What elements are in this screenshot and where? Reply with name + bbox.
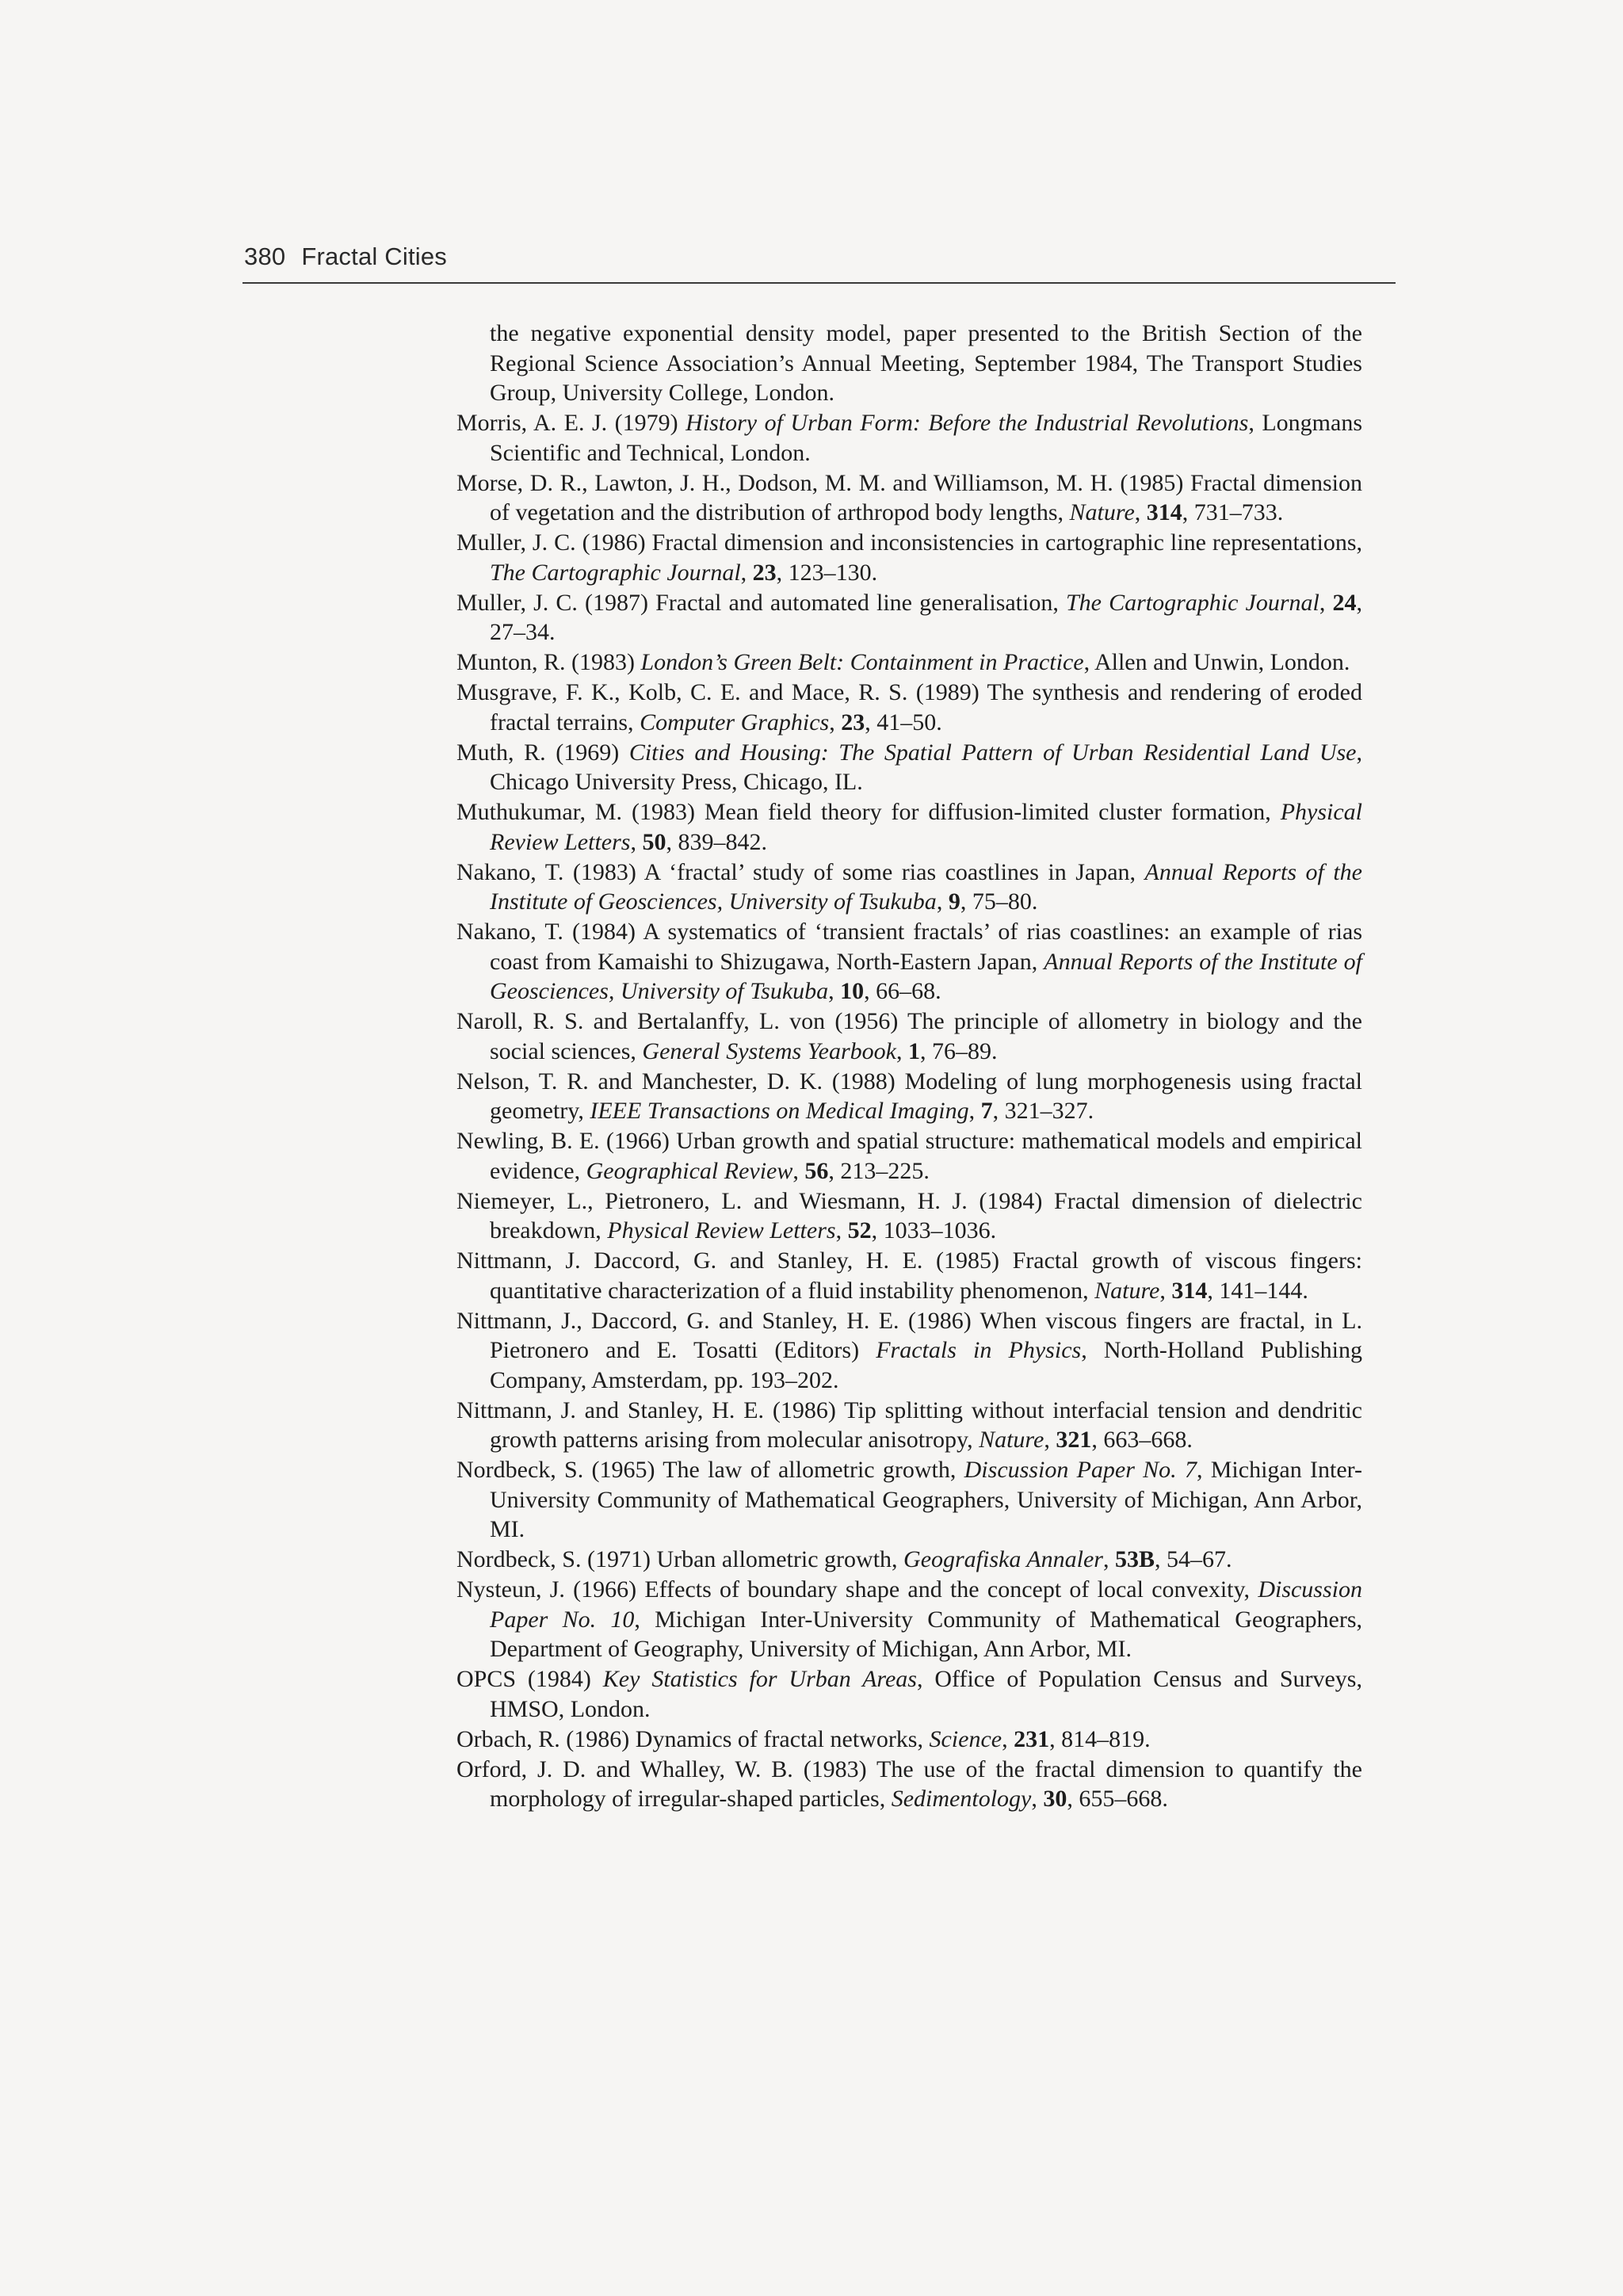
reference-entry: [456, 468, 1362, 528]
running-title: Fractal Cities: [301, 243, 447, 270]
reference-entry: [456, 797, 1362, 857]
reference-text: Musgrave, F. K., Kolb, C. E. and Mace, R. S. (1989) The synthesis and rendering of eroded fractal terrains,: [456, 679, 1362, 735]
reference-text: , 321–327.: [992, 1098, 1094, 1124]
reference-text: ,: [740, 559, 753, 586]
reference-text: Newling, B. E. (1966) Urban growth and spatial structure: mathematical models and empirical evidence,: [456, 1128, 1362, 1184]
reference-title: Physical Review Letters: [490, 799, 1362, 855]
reference-text: , Longmans Scientific and Technical, London.: [490, 410, 1362, 466]
reference-entry: [456, 738, 1362, 797]
reference-text: Muthukumar, M. (1983) Mean field theory for diffusion-limited cluster formation,: [456, 799, 1281, 825]
reference-title: Nature: [1094, 1277, 1160, 1304]
reference-text: Nysteun, J. (1966) Effects of boundary shape and the concept of local convexity,: [456, 1576, 1258, 1603]
reference-entry: [456, 678, 1362, 737]
reference-entry: [456, 588, 1362, 648]
reference-entry: [456, 648, 1362, 678]
reference-text: , 839–842.: [666, 828, 767, 855]
reference-text: ,: [835, 1217, 848, 1244]
reference-title: London’s Green Belt: Containment in Practice: [640, 649, 1084, 675]
reference-volume: 231: [1014, 1725, 1050, 1752]
reference-text: Nakano, T. (1984) A systematics of ‘transient fractals’ of rias coastlines: an example of rias coast from Kamaishi to Shizugawa, North-Eastern Japan,: [456, 919, 1362, 975]
reference-text: , Michigan Inter-University Community of Mathematical Geographers, University of Michigan, Ann Arbor, MI.: [490, 1457, 1363, 1542]
reference-entry: [456, 858, 1362, 917]
running-head: [244, 243, 447, 271]
reference-title: Annual Reports of the Institute of Geosciences, University of Tsukuba: [490, 948, 1362, 1004]
reference-text: Naroll, R. S. and Bertalanffy, L. von (1956) The principle of allometry in biology and the social sciences,: [456, 1008, 1362, 1064]
reference-volume: 24: [1332, 589, 1357, 616]
reference-entry: [456, 1306, 1362, 1396]
reference-volume: 9: [948, 888, 960, 915]
reference-volume: 314: [1171, 1277, 1208, 1304]
reference-volume: 23: [841, 709, 865, 735]
reference-text: ,: [1102, 1546, 1115, 1572]
reference-text: ,: [829, 709, 842, 735]
reference-title: Geografiska Annaler: [903, 1546, 1103, 1572]
reference-text: ,: [1319, 589, 1333, 616]
header-rule: [242, 282, 1396, 284]
reference-text: the negative exponential density model, paper presented to the British Section of the Regional Science Association’s Annual Meeting, September 1984, The Transport Studies Group, University College, London.: [490, 320, 1362, 406]
reference-entry: [456, 1725, 1362, 1755]
reference-text: Nittmann, J. Daccord, G. and Stanley, H. E. (1985) Fractal growth of viscous fingers: quantitative characterization of a fluid instability phenomenon,: [456, 1247, 1362, 1304]
reference-title: The Cartographic Journal: [1065, 589, 1319, 616]
reference-text: Nordbeck, S. (1971) Urban allometric growth,: [456, 1546, 904, 1572]
reference-text: Nittmann, J. and Stanley, H. E. (1986) Tip splitting without interfacial tension and dendritic growth patterns arising from molecular anisotropy,: [456, 1396, 1362, 1453]
reference-text: , 27–34.: [490, 589, 1362, 645]
reference-title: The Cartographic Journal: [490, 559, 741, 586]
reference-entry: [456, 1126, 1362, 1186]
reference-text: , Allen and Unwin, London.: [1083, 649, 1350, 675]
reference-text: Niemeyer, L., Pietronero, L. and Wiesmann, H. J. (1984) Fractal dimension of dielectric breakdown,: [456, 1187, 1362, 1244]
reference-text: OPCS (1984): [456, 1666, 603, 1692]
reference-entry: [456, 1455, 1362, 1545]
reference-entry: [456, 1755, 1362, 1814]
reference-text: ,: [792, 1157, 805, 1184]
reference-title: Nature: [1069, 499, 1135, 525]
reference-entry: [456, 1246, 1362, 1305]
reference-title: General Systems Yearbook: [642, 1037, 896, 1064]
reference-title: Cities and Housing: The Spatial Pattern of Urban Residential Land Use: [628, 739, 1357, 766]
reference-title: Annual Reports of the Institute of Geosciences, University of Tsukuba: [490, 858, 1362, 915]
reference-entry: [456, 1067, 1362, 1126]
reference-text: Nakano, T. (1983) A ‘fractal’ study of some rias coastlines in Japan,: [456, 858, 1145, 885]
reference-text: , 41–50.: [865, 709, 942, 735]
reference-text: , 54–67.: [1154, 1546, 1232, 1572]
reference-volume: 30: [1043, 1786, 1067, 1812]
reference-text: Muth, R. (1969): [456, 739, 629, 766]
reference-entry: [456, 1186, 1362, 1246]
reference-text: Muller, J. C. (1986) Fractal dimension and inconsistencies in cartographic line representations,: [456, 529, 1362, 556]
reference-entry: [456, 1396, 1362, 1455]
reference-entry: [456, 528, 1362, 587]
reference-text: , 814–819.: [1049, 1725, 1151, 1752]
reference-volume: 50: [642, 828, 666, 855]
reference-volume: 1: [907, 1037, 920, 1064]
reference-text: , 1033–1036.: [871, 1217, 997, 1244]
reference-list: [456, 319, 1362, 1814]
reference-text: , 75–80.: [960, 888, 1038, 915]
reference-text: Munton, R. (1983): [456, 649, 641, 675]
reference-volume: 7: [980, 1098, 993, 1124]
reference-volume: 10: [840, 978, 865, 1004]
reference-entry: [456, 408, 1362, 468]
reference-text: Nittmann, J., Daccord, G. and Stanley, H. E. (1986) When viscous fingers are fractal, in L. Pietronero and E. Tosatti (Editors): [456, 1307, 1362, 1363]
reference-text: ,: [968, 1098, 981, 1124]
reference-text: Muller, J. C. (1987) Fractal and automated line generalisation,: [456, 589, 1066, 616]
reference-text: ,: [630, 828, 643, 855]
reference-text: ,: [1134, 499, 1147, 525]
reference-text: ,: [936, 888, 949, 915]
reference-text: , Michigan Inter-University Community of Mathematical Geographers, Department of Geography, University of Michigan, Ann Arbor, MI.: [490, 1606, 1362, 1662]
reference-text: ,: [1031, 1786, 1044, 1812]
reference-text: ,: [896, 1037, 908, 1064]
reference-title: Physical Review Letters: [607, 1217, 836, 1244]
reference-text: Orbach, R. (1986) Dynamics of fractal networks,: [456, 1725, 930, 1752]
reference-text: , Chicago University Press, Chicago, IL.: [490, 739, 1362, 795]
reference-text: , Office of Population Census and Surveys, HMSO, London.: [490, 1666, 1362, 1722]
reference-entry: [456, 1545, 1362, 1575]
reference-volume: 314: [1146, 499, 1182, 525]
reference-text: , North-Holland Publishing Company, Amsterdam, pp. 193–202.: [490, 1337, 1362, 1393]
reference-text: Nelson, T. R. and Manchester, D. K. (1988) Modeling of lung morphogenesis using fractal geometry,: [456, 1068, 1362, 1124]
reference-title: Computer Graphics: [640, 709, 830, 735]
reference-entry: [456, 1575, 1362, 1664]
reference-text: Orford, J. D. and Whalley, W. B. (1983) The use of the fractal dimension to quantify the morphology of irregular-shaped particles,: [456, 1755, 1362, 1812]
reference-text: , 123–130.: [776, 559, 878, 586]
reference-title: Geographical Review: [586, 1157, 793, 1184]
reference-volume: 321: [1056, 1427, 1092, 1453]
reference-entry: [456, 1007, 1362, 1066]
reference-continuation: [456, 319, 1362, 408]
reference-title: IEEE Transactions on Medical Imaging: [590, 1098, 969, 1124]
reference-text: , 731–733.: [1182, 499, 1284, 525]
reference-title: Discussion Paper No. 7: [964, 1457, 1197, 1483]
reference-text: , 213–225.: [828, 1157, 930, 1184]
reference-text: , 663–668.: [1091, 1427, 1193, 1453]
reference-text: , 655–668.: [1067, 1786, 1168, 1812]
reference-text: ,: [1002, 1725, 1014, 1752]
reference-text: , 66–68.: [864, 978, 941, 1004]
reference-title: Sedimentology: [891, 1786, 1032, 1812]
reference-text: Morris, A. E. J. (1979): [456, 410, 686, 436]
reference-title: Key Statistics for Urban Areas: [602, 1666, 917, 1692]
reference-title: Fractals in Physics: [876, 1337, 1082, 1363]
reference-title: Nature: [979, 1427, 1044, 1453]
reference-volume: 52: [847, 1217, 872, 1244]
reference-volume: 23: [752, 559, 777, 586]
reference-text: ,: [1159, 1277, 1172, 1304]
reference-text: Nordbeck, S. (1965) The law of allometric growth,: [456, 1457, 964, 1483]
reference-volume: 56: [804, 1157, 829, 1184]
reference-title: Science: [929, 1725, 1002, 1752]
reference-entry: [456, 1664, 1362, 1724]
page-number: 380: [244, 243, 286, 270]
reference-title: History of Urban Form: Before the Industrial Revolutions: [685, 410, 1249, 436]
reference-entry: [456, 917, 1362, 1007]
reference-volume: 53B: [1114, 1546, 1155, 1572]
reference-text: , 141–144.: [1207, 1277, 1308, 1304]
reference-text: ,: [1044, 1427, 1056, 1453]
reference-text: Morse, D. R., Lawton, J. H., Dodson, M. M. and Williamson, M. H. (1985) Fractal dimension of vegetation and the distribution of arthropod body lengths,: [456, 469, 1362, 525]
reference-text: , 76–89.: [919, 1037, 998, 1064]
reference-title: Discussion Paper No. 10: [490, 1576, 1362, 1633]
reference-text: ,: [828, 978, 841, 1004]
